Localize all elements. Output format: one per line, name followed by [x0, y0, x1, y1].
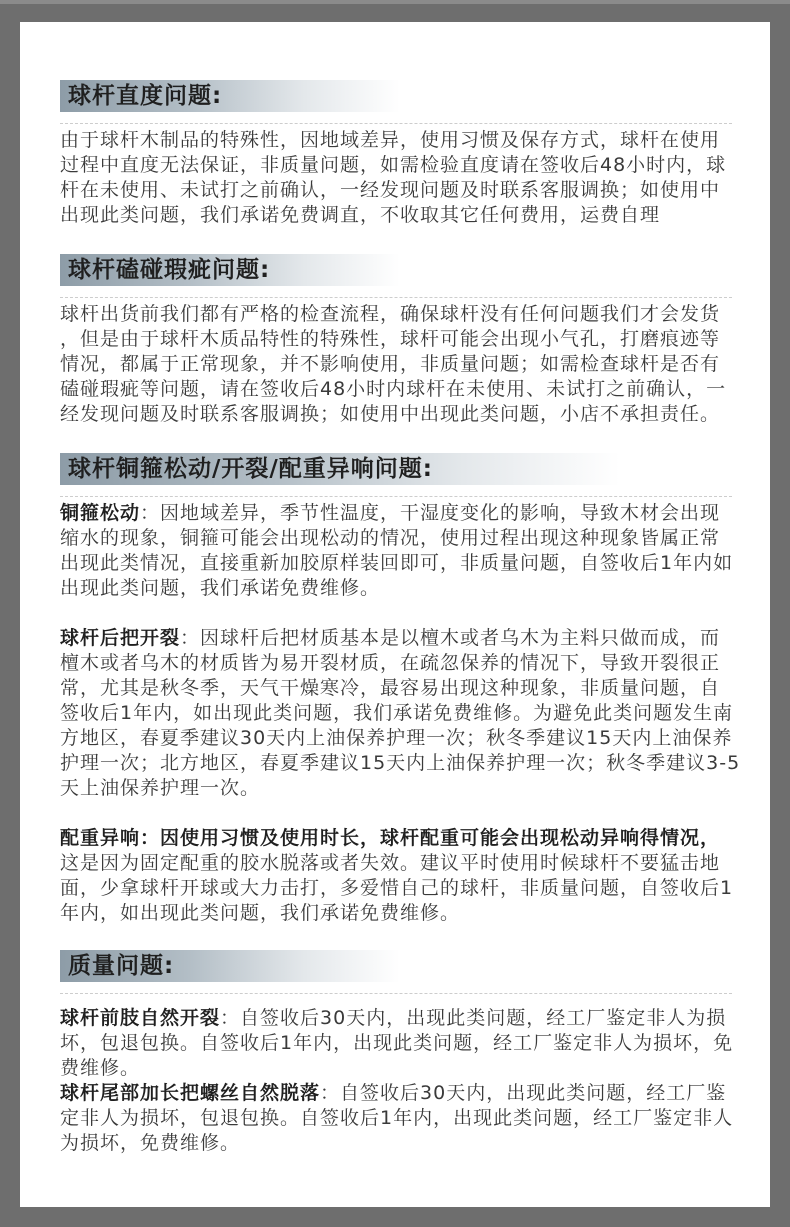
- item-lead: 球杆前肢自然开裂: [60, 1007, 221, 1029]
- text-line: 费维修。: [60, 1057, 141, 1079]
- item-text: ：因球杆后把材质基本是以檀木或者乌木为主料只做而成，而: [180, 627, 721, 649]
- section-body: [60, 302, 750, 427]
- text-line: 檀木或者乌木的材质皆为易开裂材质，在疏忽保养的情况下，导致开裂很正: [60, 652, 721, 674]
- text-line: 签收后1年内，如出现此类问题，我们承诺免费维修。为避免此类问题发生南: [60, 702, 734, 724]
- text-line: [60, 826, 750, 851]
- text-line: 为损坏，免费维修。: [60, 1132, 241, 1154]
- item-butt-crack: [60, 626, 750, 801]
- item-lead: 球杆后把开裂: [60, 627, 181, 649]
- content-panel: [20, 22, 770, 1207]
- text-line: 方地区，春夏季建议30天内上油保养护理一次；秋冬季建议15天内上油保养: [60, 727, 733, 749]
- section-header-bar: [60, 254, 400, 286]
- text-line: 坏，包退包换。自签收后1年内，出现此类问题，经工厂鉴定非人为损坏，免: [60, 1032, 734, 1054]
- text-line: 年内，如出现此类问题，我们承诺免费维修。: [60, 902, 461, 924]
- text-line: 常，尤其是秋冬季，天气干燥寒冷，最容易出现这种现象，非质量问题，自: [60, 677, 721, 699]
- text-line: 定非人为损坏，包退包换。自签收后1年内，出现此类问题，经工厂鉴定非人: [60, 1107, 734, 1129]
- item-forearm-crack: [60, 1006, 750, 1081]
- text-line: 天上油保养护理一次。: [60, 777, 261, 799]
- text-line: [60, 1006, 750, 1031]
- text-line: 磕碰瑕疵等问题，请在签收后48小时内球杆在未使用、未试打之前确认，一: [60, 378, 727, 400]
- text-line: 面，少拿球杆开球或大力击打，多爱惜自己的球杆，非质量问题，自签收后1: [60, 877, 734, 899]
- item-weight-noise: [60, 826, 750, 926]
- item-lead: 球杆尾部加长把螺丝自然脱落: [60, 1082, 321, 1104]
- dashed-divider: [60, 993, 732, 994]
- dashed-divider: [60, 123, 732, 124]
- top-edge-strip: [0, 0, 790, 4]
- section-title: 质量问题:: [68, 953, 175, 979]
- text-line: 过程中直度无法保证，非质量问题，如需检验直度请在签收后48小时内，球: [60, 154, 727, 176]
- text-line: 出现此类问题，我们承诺免费调直，不收取其它任何费用，运费自理: [60, 204, 661, 226]
- section-header-bar: [60, 950, 400, 982]
- text-line: 这是因为固定配重的胶水脱落或者失效。建议平时使用时候球杆不要猛击地: [60, 852, 721, 874]
- text-line: 由于球杆木制品的特殊性，因地域差异，使用习惯及保存方式，球杆在使用: [60, 129, 721, 151]
- text-line: 杆在未使用、未试打之前确认，一经发现问题及时联系客服调换；如使用中: [60, 179, 721, 201]
- section-body: [60, 501, 750, 926]
- text-line: ，但是由于球杆木质品特性的特殊性，球杆可能会出现小气孔，打磨痕迹等: [60, 328, 721, 350]
- text-line: [60, 501, 750, 526]
- section-body: [60, 128, 750, 228]
- section-body: [60, 1006, 750, 1156]
- text-line: [60, 626, 750, 651]
- section-title: 球杆铜箍松动/开裂/配重异响问题:: [68, 456, 433, 482]
- item-ferrule-loose: [60, 501, 750, 601]
- text-line: 缩水的现象，铜箍可能会出现松动的情况，使用过程出现这种现象皆属正常: [60, 527, 721, 549]
- section-header-bar: [60, 453, 620, 485]
- text-line: 球杆出货前我们都有严格的检查流程，确保球杆没有任何问题我们才会发货: [60, 303, 721, 325]
- item-text: ：自签收后30天内，出现此类问题，经工厂鉴定非人为损: [220, 1007, 727, 1029]
- item-text: ：因地域差异，季节性温度，干湿度变化的影响，导致木材会出现: [140, 502, 721, 524]
- item-lead: 配重异响: [60, 827, 141, 849]
- text-line: 出现此类情况，直接重新加胶原样装回即可，非质量问题，自签收后1年内如: [60, 552, 734, 574]
- text-line: 出现此类问题，我们承诺免费维修。: [60, 577, 381, 599]
- dashed-divider: [60, 496, 732, 497]
- section-header-bar: [60, 80, 400, 112]
- item-text: ：自签收后30天内，出现此类问题，经工厂鉴: [320, 1082, 727, 1104]
- item-lead: 铜箍松动: [60, 502, 141, 524]
- item-text: ：因使用习惯及使用时长，球杆配重可能会出现松动异响得情况，: [140, 827, 721, 849]
- item-extension-screw-loose: [60, 1081, 750, 1156]
- text-line: 情况，都属于正常现象，并不影响使用，非质量问题；如需检查球杆是否有: [60, 353, 721, 375]
- text-line: 护理一次；北方地区，春夏季建议15天内上油保养护理一次；秋冬季建议3-5: [60, 752, 741, 774]
- section-title: 球杆直度问题:: [68, 83, 223, 109]
- text-line: 经发现问题及时联系客服调换；如使用中出现此类问题，小店不承担责任。: [60, 403, 721, 425]
- section-title: 球杆磕碰瑕疵问题:: [68, 257, 271, 283]
- text-line: [60, 1081, 750, 1106]
- dashed-divider: [60, 297, 732, 298]
